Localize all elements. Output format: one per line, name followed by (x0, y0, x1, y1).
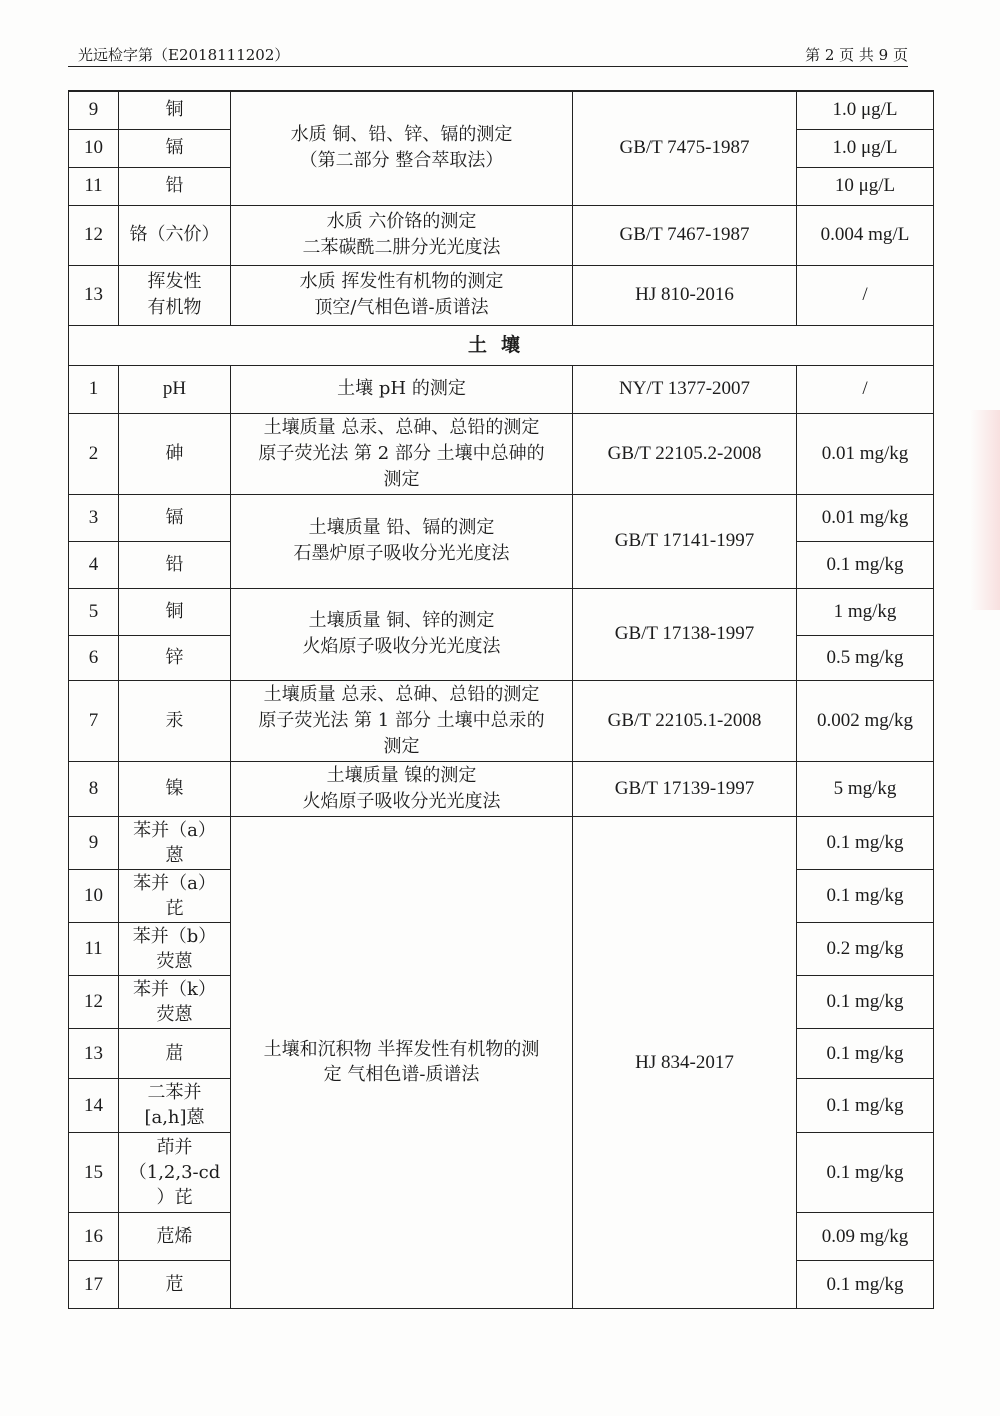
item-line: 荧蒽 (156, 1003, 193, 1025)
item-line: 茚并 (156, 1136, 193, 1158)
limit-cell: 0.5 mg/kg (797, 635, 934, 680)
item-name: 镍 (119, 761, 231, 816)
method-line: 原子荧光法 第 2 部分 土壤中总砷的 (258, 442, 545, 464)
method-cell (231, 680, 573, 761)
item-name: 汞 (119, 680, 231, 761)
method-line: 石墨炉原子吸收分光光度法 (293, 543, 510, 564)
item-line: 苯并（k） (133, 978, 216, 1000)
row-number: 11 (69, 922, 119, 975)
limit-cell: 1 mg/kg (797, 588, 934, 635)
standard-cell: HJ 810-2016 (573, 265, 797, 325)
table-row (69, 413, 934, 494)
table-row (69, 91, 934, 129)
standard-cell: GB/T 7467-1987 (573, 205, 797, 265)
method-cell (231, 91, 573, 205)
item-name (119, 265, 231, 325)
row-number: 9 (69, 816, 119, 869)
standard-cell: GB/T 17139-1997 (573, 761, 797, 816)
standard-cell: NY/T 1377-2007 (573, 365, 797, 413)
item-line: 二苯并 (147, 1082, 202, 1103)
limit-cell: / (797, 265, 934, 325)
table-row (69, 680, 934, 761)
standard-cell: GB/T 22105.1-2008 (573, 680, 797, 761)
method-line: 水质 挥发性有机物的测定 (299, 271, 504, 292)
limit-cell: 0.1 mg/kg (797, 975, 934, 1028)
method-line: 土壤质量 铜、锌的测定 (308, 610, 495, 631)
row-number: 12 (69, 205, 119, 265)
page-header (68, 44, 908, 66)
method-cell: 土壤 pH 的测定 (231, 365, 573, 413)
limit-cell: 0.004 mg/L (797, 205, 934, 265)
limit-cell: 0.1 mg/kg (797, 869, 934, 922)
method-cell (231, 588, 573, 680)
item-name: 䓛 (119, 1028, 231, 1078)
limit-cell: 0.1 mg/kg (797, 1260, 934, 1308)
item-line: 有机物 (147, 297, 202, 318)
limit-cell: 1.0 μg/L (797, 129, 934, 167)
item-name: 铜 (119, 91, 231, 129)
item-name: 苊烯 (119, 1212, 231, 1260)
item-line: 荧蒽 (156, 950, 193, 972)
row-number: 16 (69, 1212, 119, 1260)
method-line: 水质 铜、铅、锌、镉的测定 (290, 124, 513, 146)
method-line: 土壤质量 镍的测定 (326, 764, 477, 786)
limit-cell: 0.002 mg/kg (797, 680, 934, 761)
row-number: 2 (69, 413, 119, 494)
method-line: 土壤质量 总汞、总砷、总铅的测定 (263, 416, 540, 438)
limit-cell: 5 mg/kg (797, 761, 934, 816)
method-line: 火焰原子吸收分光光度法 (302, 636, 501, 657)
row-number: 5 (69, 588, 119, 635)
row-number: 13 (69, 1028, 119, 1078)
method-line: 顶空/气相色谱-质谱法 (314, 297, 489, 318)
method-cell (231, 265, 573, 325)
item-name (119, 1078, 231, 1132)
method-line: 测定 (383, 468, 420, 490)
row-number: 4 (69, 541, 119, 588)
table-row (69, 816, 934, 869)
table-row (69, 761, 934, 816)
limit-cell: / (797, 365, 934, 413)
table-row (69, 494, 934, 541)
row-number: 12 (69, 975, 119, 1028)
test-methods-table (68, 90, 934, 1309)
standard-cell: GB/T 7475-1987 (573, 91, 797, 205)
row-number: 14 (69, 1078, 119, 1132)
standard-cell: GB/T 22105.2-2008 (573, 413, 797, 494)
limit-cell: 0.2 mg/kg (797, 922, 934, 975)
item-line: [a,h]蒽 (144, 1107, 205, 1128)
table-row (69, 205, 934, 265)
method-line: 原子荧光法 第 1 部分 土壤中总汞的 (258, 709, 545, 731)
method-cell (231, 413, 573, 494)
item-line: 苯并（b） (132, 925, 217, 947)
limit-cell: 0.1 mg/kg (797, 1028, 934, 1078)
standard-cell: GB/T 17141-1997 (573, 494, 797, 588)
row-number: 15 (69, 1132, 119, 1212)
limit-cell: 10 μg/L (797, 167, 934, 205)
table-row (69, 588, 934, 635)
item-line: 蒽 (165, 844, 184, 866)
item-name: 锌 (119, 635, 231, 680)
item-name: 铬（六价） (119, 205, 231, 265)
item-name: 铅 (119, 541, 231, 588)
limit-cell: 0.1 mg/kg (797, 541, 934, 588)
item-name (119, 922, 231, 975)
item-name: 镉 (119, 494, 231, 541)
limit-cell: 0.01 mg/kg (797, 494, 934, 541)
limit-cell: 0.1 mg/kg (797, 1078, 934, 1132)
item-line: ）芘 (156, 1186, 193, 1208)
item-line: 芘 (165, 897, 184, 919)
method-line: 测定 (383, 735, 420, 757)
doc-number: 光远检字第（E2018111202） (78, 46, 290, 64)
row-number: 6 (69, 635, 119, 680)
limit-cell: 0.1 mg/kg (797, 816, 934, 869)
item-name: 镉 (119, 129, 231, 167)
limit-cell: 0.1 mg/kg (797, 1132, 934, 1212)
method-cell (231, 761, 573, 816)
row-number: 8 (69, 761, 119, 816)
row-number: 7 (69, 680, 119, 761)
method-cell (231, 816, 573, 1308)
item-line: （1,2,3-cd (128, 1161, 221, 1183)
item-name: 砷 (119, 413, 231, 494)
item-name: pH (119, 365, 231, 413)
method-line: 定 气相色谱-质谱法 (323, 1064, 480, 1085)
header-divider (68, 66, 908, 67)
row-number: 10 (69, 129, 119, 167)
item-name (119, 869, 231, 922)
row-number: 3 (69, 494, 119, 541)
section-title: 土壤 (69, 325, 934, 365)
item-name: 铜 (119, 588, 231, 635)
row-number: 9 (69, 91, 119, 129)
method-line: 二苯碳酰二肼分光光度法 (302, 237, 501, 258)
item-name (119, 975, 231, 1028)
method-line: 水质 六价铬的测定 (326, 211, 477, 232)
page-info: 第 2 页 共 9 页 (805, 46, 908, 64)
item-line: 挥发性 (147, 271, 202, 292)
limit-cell: 0.01 mg/kg (797, 413, 934, 494)
limit-cell: 0.09 mg/kg (797, 1212, 934, 1260)
method-cell (231, 205, 573, 265)
table-row (69, 365, 934, 413)
standard-cell: GB/T 17138-1997 (573, 588, 797, 680)
item-name: 铅 (119, 167, 231, 205)
item-line: 苯并（a） (133, 872, 216, 894)
stamp-edge (970, 410, 1000, 610)
method-line: （第二部分 整合萃取法） (299, 150, 504, 172)
row-number: 10 (69, 869, 119, 922)
method-line: 火焰原子吸收分光光度法 (302, 790, 501, 812)
row-number: 1 (69, 365, 119, 413)
method-line: 土壤和沉积物 半挥发性有机物的测 (263, 1039, 540, 1060)
section-header (69, 325, 934, 365)
method-line: 土壤质量 总汞、总砷、总铅的测定 (263, 683, 540, 705)
method-line: 土壤质量 铅、镉的测定 (308, 517, 495, 538)
method-cell (231, 494, 573, 588)
item-name (119, 816, 231, 869)
row-number: 17 (69, 1260, 119, 1308)
row-number: 13 (69, 265, 119, 325)
table-row (69, 265, 934, 325)
item-line: 苯并（a） (133, 819, 216, 841)
item-name (119, 1132, 231, 1212)
standard-cell: HJ 834-2017 (573, 816, 797, 1308)
item-name: 苊 (119, 1260, 231, 1308)
limit-cell: 1.0 μg/L (797, 91, 934, 129)
row-number: 11 (69, 167, 119, 205)
